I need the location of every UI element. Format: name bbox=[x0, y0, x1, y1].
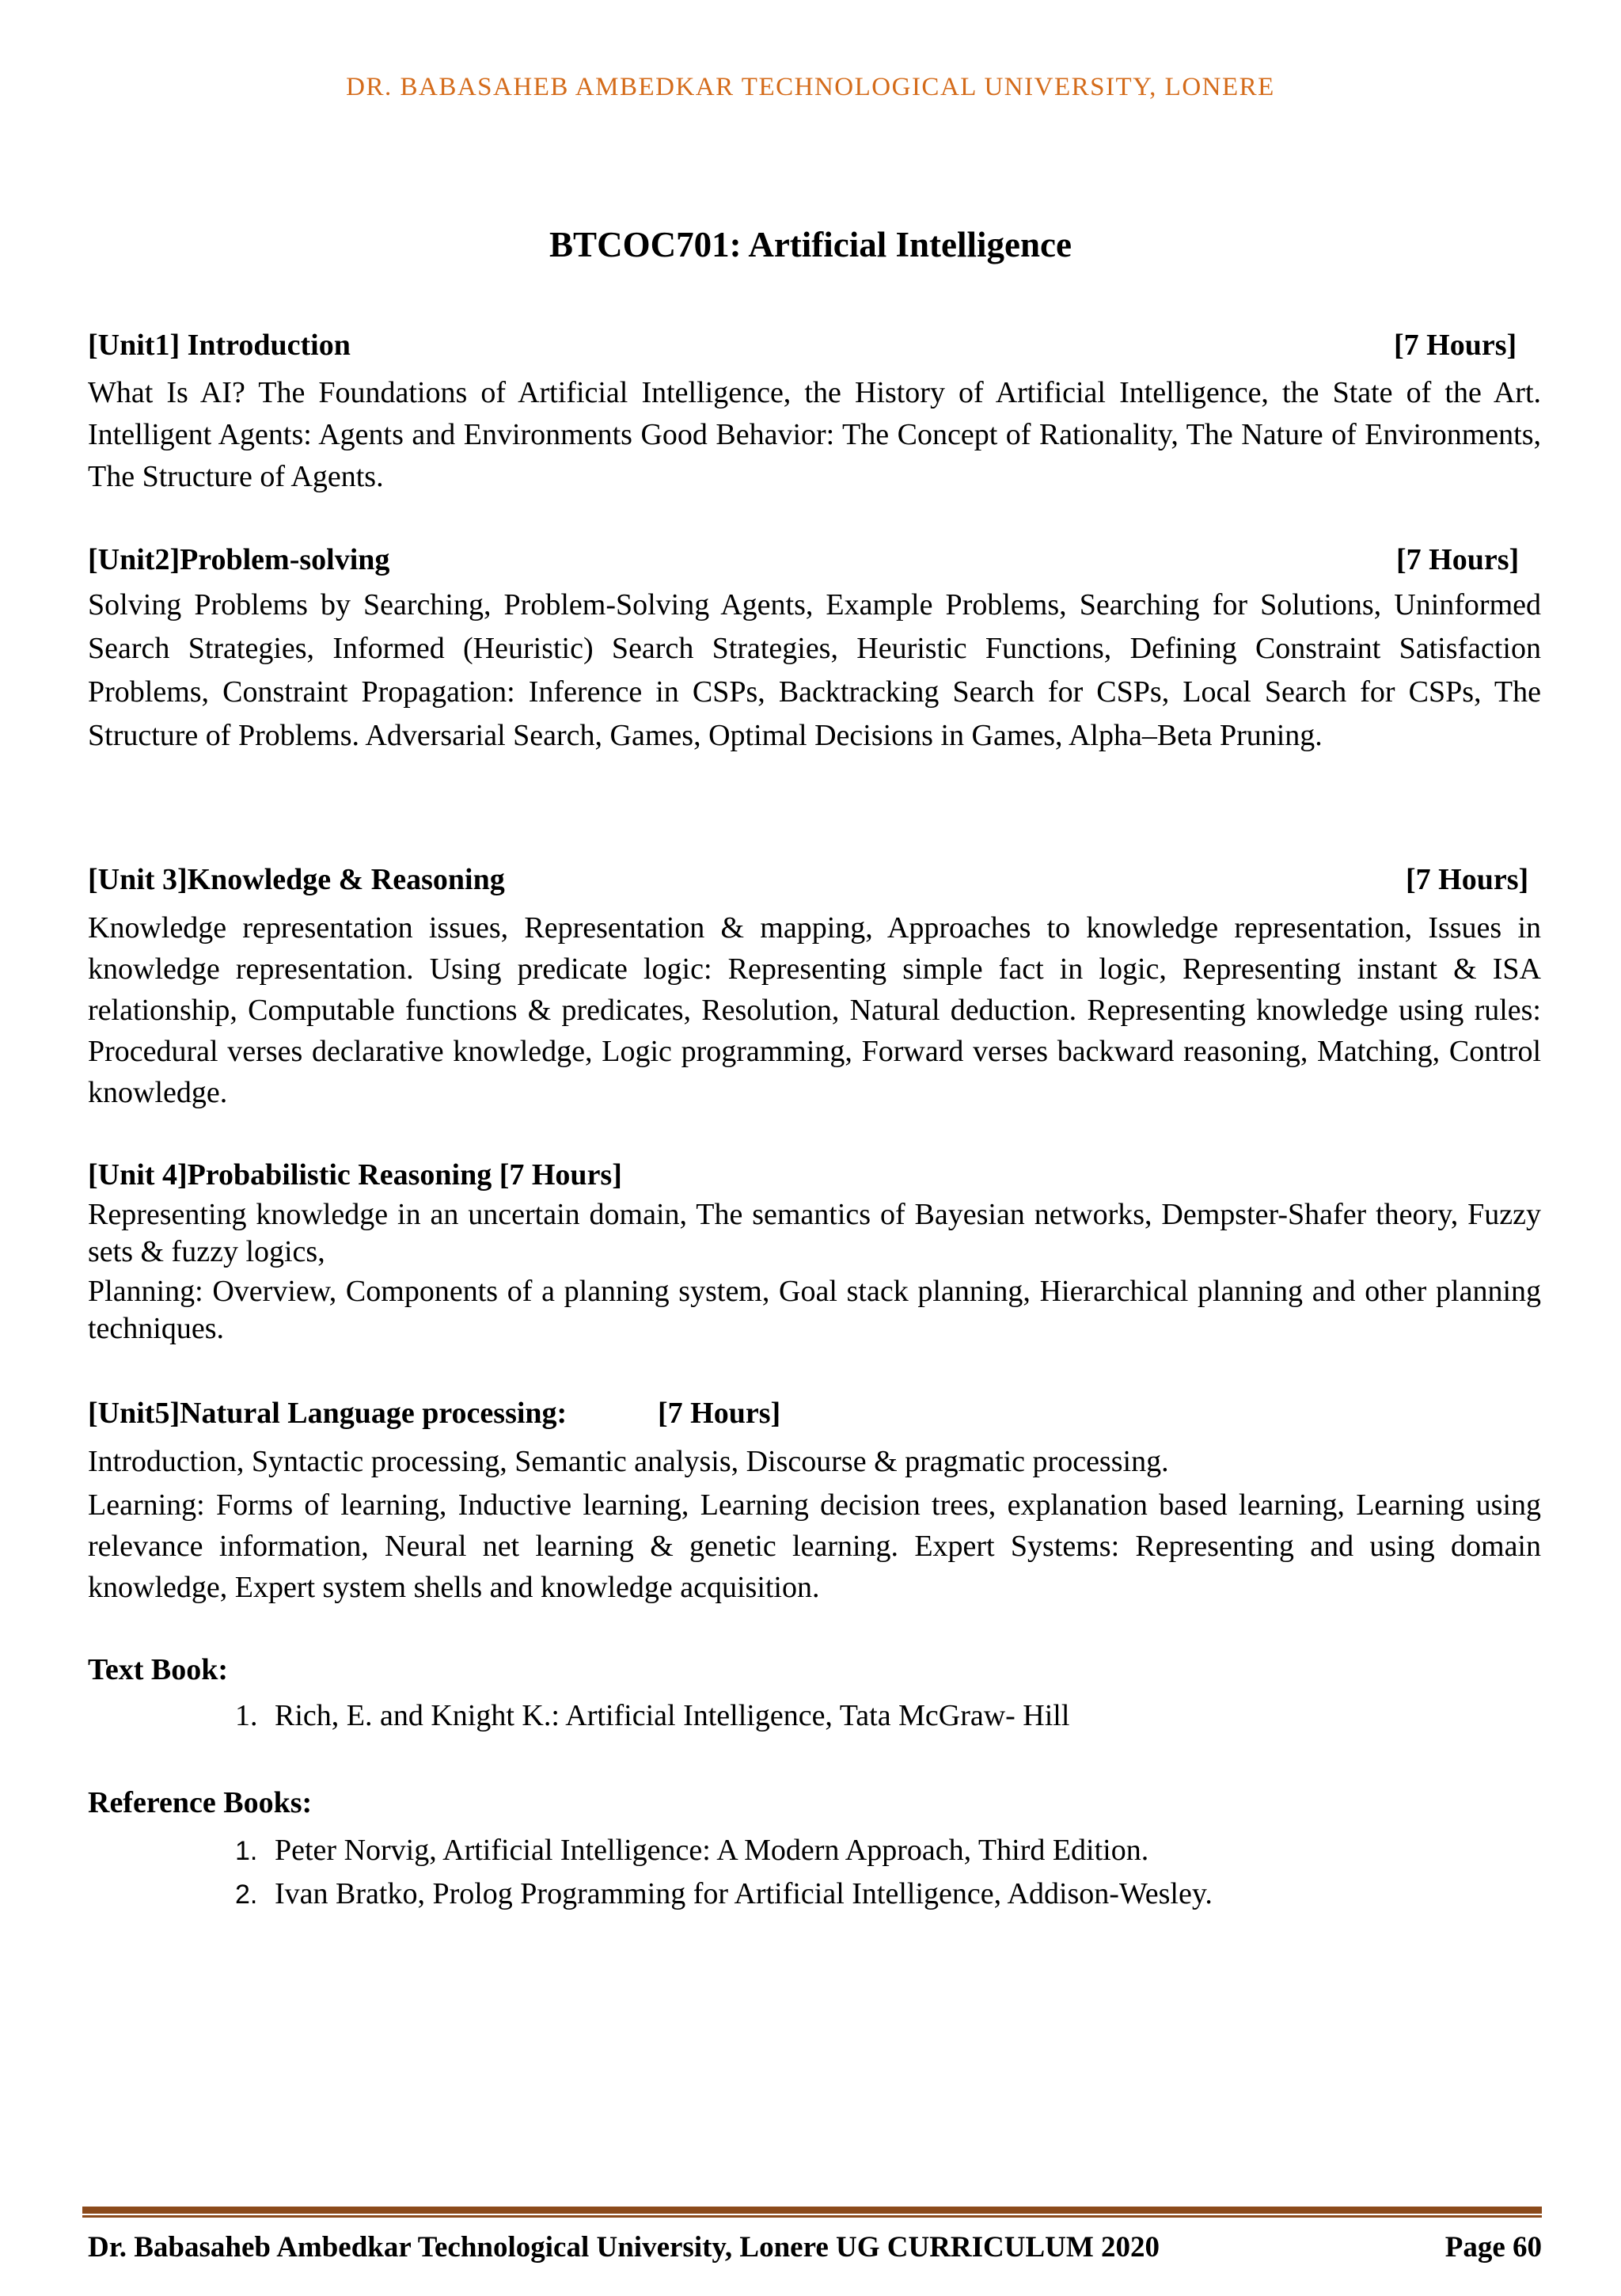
unit4-heading: [Unit 4]Probabilistic Reasoning [7 Hours] bbox=[88, 1158, 622, 1192]
running-header: DR. BABASAHEB AMBEDKAR TECHNOLOGICAL UNIVERSITY, LONERE bbox=[346, 73, 1275, 101]
book-title: Ivan Bratko, Prolog Programming for Artificial Intelligence, Addison-Wesley. bbox=[275, 1877, 1213, 1910]
book-title: Peter Norvig, Artificial Intelligence: A Modern Approach, Third Edition. bbox=[275, 1834, 1149, 1867]
reference-books-list bbox=[235, 1829, 1213, 1916]
unit4-description: Representing knowledge in an uncertain domain, The semantics of Bayesian networks, Dempster-Shafer theory, Fuzzy sets & fuzzy logics, bbox=[88, 1198, 1541, 1268]
list-number: 1. bbox=[235, 1836, 258, 1866]
unit3-hours: [7 Hours] bbox=[1406, 863, 1529, 896]
text-book-heading: Text Book: bbox=[88, 1653, 229, 1686]
unit2-hours: [7 Hours] bbox=[1396, 543, 1520, 576]
unit3-description: Knowledge representation issues, Representation & mapping, Approaches to knowledge representation, Issues in knowledge representation. Using predicate logic: Representing simple fact in logic, Representing instant & ISA relationship, Computable functions & predicates, Resolution, Natural deduction. Representing knowledge using rules: Procedural verses declarative knowledge, Logic programming, Forward verses backward reasoning, Matching, Control knowledge. bbox=[88, 911, 1541, 1109]
unit4-planning: Planning: Overview, Components of a planning system, Goal stack planning, Hierarchical planning and other planning techniques. bbox=[88, 1275, 1541, 1345]
unit1-description: What Is AI? The Foundations of Artificial Intelligence, the History of Artificial Intelligence, the State of the Art. Intelligent Agents: Agents and Environments Good Behavior: The Concept of Rationality, The Nature of Environments, The Structure of Agents. bbox=[88, 376, 1541, 493]
reference-books-heading: Reference Books: bbox=[88, 1786, 313, 1819]
unit5-hours: [7 Hours] bbox=[658, 1397, 781, 1430]
unit2-description: Solving Problems by Searching, Problem-Solving Agents, Example Problems, Searching for Solutions, Uninformed Search Strategies, Informed (Heuristic) Search Strategies, Heuristic Functions, Defining Constraint Satisfaction Problems, Constraint Propagation: Inference in CSPs, Backtracking Search for CSPs, Local Search for CSPs, The Structure of Problems. Adversarial Search, Games, Optimal Decisions in Games, Alpha–Beta Pruning. bbox=[88, 588, 1541, 752]
footer-rule bbox=[82, 2207, 1542, 2214]
unit5-description: Introduction, Syntactic processing, Semantic analysis, Discourse & pragmatic processing. bbox=[88, 1445, 1169, 1478]
unit1-heading: [Unit1] Introduction bbox=[88, 329, 351, 362]
unit3-heading: [Unit 3]Knowledge & Reasoning bbox=[88, 863, 505, 896]
unit2-heading: [Unit2]Problem-solving bbox=[88, 543, 390, 576]
unit5-heading: [Unit5]Natural Language processing: bbox=[88, 1397, 568, 1430]
list-number: 2. bbox=[235, 1880, 258, 1910]
page-title: BTCOC701: Artificial Intelligence bbox=[549, 225, 1072, 264]
list-number: 1. bbox=[235, 1699, 258, 1732]
list-item bbox=[235, 1829, 1213, 1872]
footer-university: Dr. Babasaheb Ambedkar Technological University, Lonere UG CURRICULUM 2020 bbox=[88, 2231, 1160, 2264]
footer-rule-thin bbox=[82, 2215, 1542, 2218]
page-number: Page 60 bbox=[1444, 2231, 1542, 2264]
list-item bbox=[235, 1872, 1213, 1916]
book-title: Rich, E. and Knight K.: Artificial Intelligence, Tata McGraw- Hill bbox=[275, 1699, 1070, 1732]
unit1-hours: [7 Hours] bbox=[1394, 329, 1517, 362]
text-book-list bbox=[235, 1694, 1069, 1737]
unit5-learning: Learning: Forms of learning, Inductive learning, Learning decision trees, explanation based learning, Learning using relevance information, Neural net learning & genetic learning. Expert Systems: Representing and using domain knowledge, Expert system shells and knowledge acquisition. bbox=[88, 1488, 1541, 1604]
list-item bbox=[235, 1694, 1069, 1737]
